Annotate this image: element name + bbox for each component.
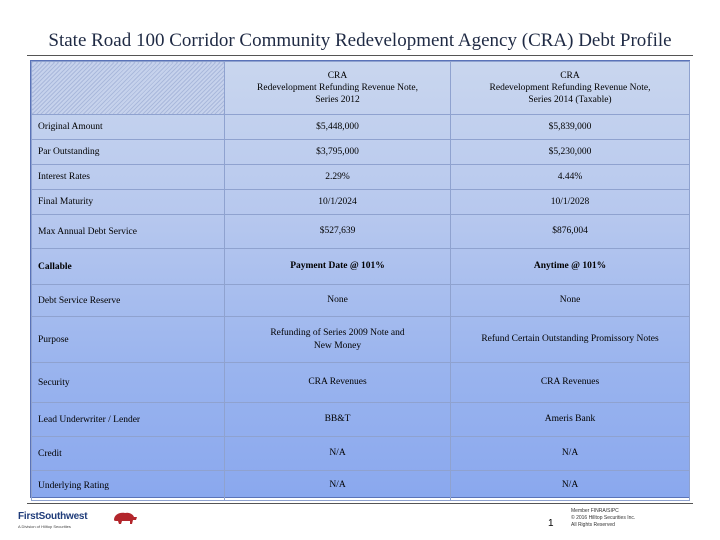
row-label: Original Amount (32, 115, 225, 140)
column-header-line: CRA (560, 71, 580, 81)
cell-value: $527,639 (225, 215, 451, 249)
column-header-line: Redevelopment Refunding Revenue Note, (489, 83, 651, 93)
firstsouthwest-logo (18, 511, 128, 535)
cell-value: 2.29% (225, 165, 451, 190)
row-label: Interest Rates (32, 165, 225, 190)
debt-table (31, 61, 690, 501)
cell-value: Refund Certain Outstanding Promissory Notes (451, 317, 690, 363)
cell-value: None (451, 285, 690, 317)
cell-value: $5,230,000 (451, 140, 690, 165)
cell-value: $5,448,000 (225, 115, 451, 140)
row-label: Lead Underwriter / Lender (32, 403, 225, 437)
cell-value: N/A (225, 437, 451, 471)
title-divider (27, 55, 693, 56)
disclaimer-line: Member FINRA/SIPC (571, 508, 619, 514)
table-header-row (32, 62, 690, 115)
page-number: 1 (548, 518, 554, 529)
footer-divider (27, 503, 693, 504)
disclaimer-line: © 2016 Hilltop Securities Inc. (571, 515, 636, 521)
table-row (32, 363, 690, 403)
row-label: Purpose (32, 317, 225, 363)
row-label: Par Outstanding (32, 140, 225, 165)
table-row (32, 317, 690, 363)
cell-value: Ameris Bank (451, 403, 690, 437)
cell-value: Payment Date @ 101% (225, 249, 451, 285)
cell-value: $876,004 (451, 215, 690, 249)
debt-profile-table (30, 60, 690, 498)
column-header-line: Series 2012 (315, 95, 360, 105)
column-header-line: Series 2014 (Taxable) (528, 95, 612, 105)
cell-value-line: New Money (313, 340, 362, 351)
cell-value: Anytime @ 101% (451, 249, 690, 285)
cell-value (225, 317, 451, 363)
table-row (32, 437, 690, 471)
cell-value: N/A (451, 471, 690, 501)
logo-tagline: A Division of Hilltop Securities (18, 524, 71, 529)
cell-value: CRA Revenues (225, 363, 451, 403)
row-label: Final Maturity (32, 190, 225, 215)
page-title: State Road 100 Corridor Community Redevelopment Agency (CRA) Debt Profile (48, 30, 672, 51)
table-row (32, 165, 690, 190)
table-row (32, 115, 690, 140)
legal-disclaimer (571, 508, 691, 529)
column-header-line: Redevelopment Refunding Revenue Note, (257, 83, 418, 93)
cell-value: 4.44% (451, 165, 690, 190)
logo-name: FirstSouthwest (18, 511, 88, 522)
row-label: Callable (32, 249, 225, 285)
table-row (32, 140, 690, 165)
table-row (32, 285, 690, 317)
column-header-series-2012 (225, 62, 451, 115)
row-label: Debt Service Reserve (32, 285, 225, 317)
cell-value: N/A (451, 437, 690, 471)
cell-value: $3,795,000 (225, 140, 451, 165)
row-label: Credit (32, 437, 225, 471)
row-label: Underlying Rating (32, 471, 225, 501)
cell-value: 10/1/2028 (451, 190, 690, 215)
cell-value: CRA Revenues (451, 363, 690, 403)
row-label: Security (32, 363, 225, 403)
cell-value: None (225, 285, 451, 317)
column-header-series-2014 (451, 62, 690, 115)
cell-value: 10/1/2024 (225, 190, 451, 215)
header-corner-cell (32, 62, 225, 115)
row-label: Max Annual Debt Service (32, 215, 225, 249)
cell-value: $5,839,000 (451, 115, 690, 140)
table-row (32, 190, 690, 215)
cell-value: N/A (225, 471, 451, 501)
cell-value: BB&T (225, 403, 451, 437)
table-row (32, 403, 690, 437)
bison-icon (112, 511, 138, 525)
table-row (32, 249, 690, 285)
table-row (32, 215, 690, 249)
disclaimer-line: All Rights Reserved (571, 522, 615, 528)
table-row (32, 471, 690, 501)
column-header-line: CRA (327, 71, 348, 81)
cell-value-line: Refunding of Series 2009 Note and (270, 327, 405, 338)
